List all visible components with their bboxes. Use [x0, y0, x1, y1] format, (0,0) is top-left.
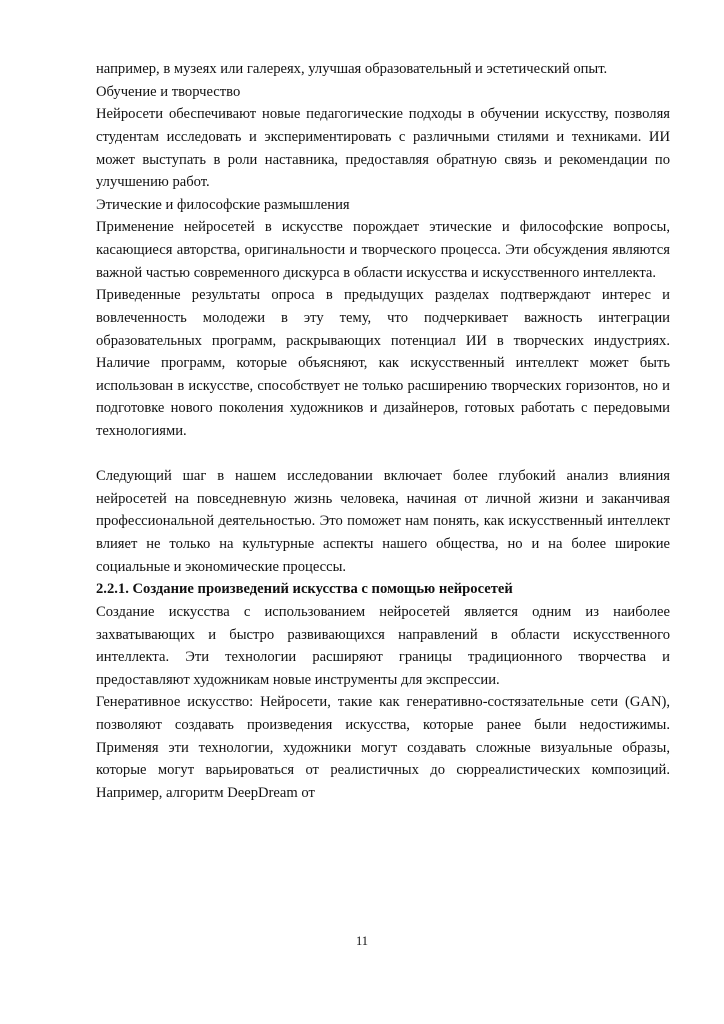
- paragraph: Генеративное искусство: Нейросети, такие как генеративно-состязательные сети (GAN), позволяют создавать произведения искусства, которые ранее были недостижимы. Применяя эти технологии, художники могут создавать сложные визуальные образы, которые могут варьироваться от реалистичных до сюрреалистических композиций. Например, алгоритм DeepDream от: [96, 694, 670, 801]
- paragraph-spacer: [96, 443, 670, 466]
- paragraph: Приведенные результаты опроса в предыдущих разделах подтверждают интерес и вовлеченность молодежи в эту тему, что подчеркивает важность интеграции образовательных программ, раскрывающих потенциал ИИ в творческих индустриях. Наличие программ, которые объясняют, как искусственный интеллект может быть использован в искусстве, способствует не только расширению творческих горизонтов, но и подготовке нового поколения художников и дизайнеров, готовых работать с передовыми технологиями.: [96, 287, 670, 439]
- paragraph: Применение нейросетей в искусстве порождает этические и философские вопросы, касающиеся авторства, оригинальности и творческого процесса. Эти обсуждения являются важной частью современного дискурса в области искусства и искусственного интеллекта.: [96, 219, 670, 281]
- paragraph: Обучение и творчество: [96, 83, 241, 100]
- document-content: [96, 58, 670, 805]
- paragraph: Этические и философские размышления: [96, 196, 350, 213]
- paragraph: например, в музеях или галереях, улучшая образовательный и эстетический опыт.: [96, 61, 608, 77]
- paragraph: Следующий шаг в нашем исследовании включает более глубокий анализ влияния нейросетей на повседневную жизнь человека, начиная от личной жизни и заканчивая профессиональной деятельностью. Это поможет нам понять, как искусственный интеллект влияет не только на культурные аспекты нашего общества, но и на более широкие социальные и экономические процессы.: [96, 468, 670, 575]
- paragraph: Создание искусства с использованием нейросетей является одним из наиболее захватывающих и быстро развивающихся направлений в области искусственного интеллекта. Эти технологии расширяют границы традиционного творчества и предоставляют художникам новые инструменты для экспрессии.: [96, 603, 670, 688]
- section-heading: 2.2.1. Создание произведений искусства с помощью нейросетей: [96, 581, 513, 598]
- page-number: 11: [355, 934, 369, 948]
- paragraph: Нейросети обеспечивают новые педагогические подходы в обучении искусству, позволяя студентам исследовать и экспериментировать с различными стилями и техниками. ИИ может выступать в роли наставника, предоставляя обратную связь и рекомендации по улучшению работ.: [96, 106, 670, 191]
